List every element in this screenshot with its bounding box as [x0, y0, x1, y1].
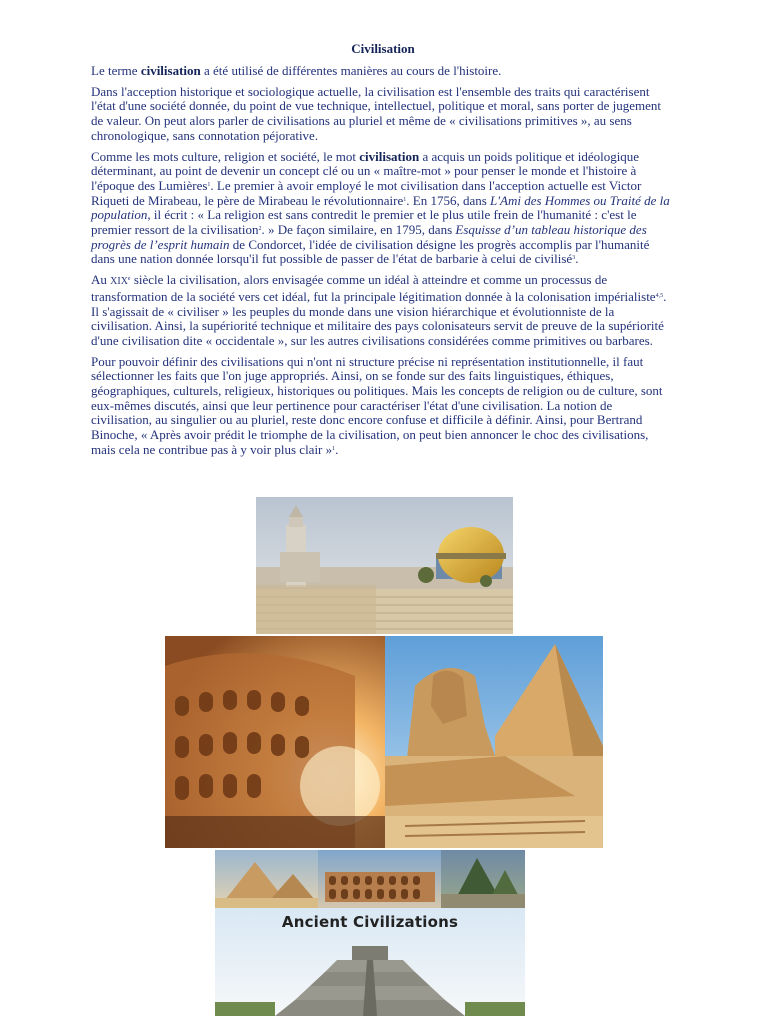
ancient-civilizations-collage	[215, 850, 525, 1016]
text-run: Le terme	[91, 63, 141, 78]
jerusalem-photo	[256, 497, 513, 634]
text-run: Comme les mots culture, religion et société, le mot	[91, 148, 360, 164]
footnote-ref[interactable]: 2	[258, 226, 262, 233]
book-title: L'Ami des Hommes ou Traité de la population	[91, 192, 670, 223]
text-run: , il écrit : « La religion est sans contredit le premier et le plus utile frein de l'humanité : c'est le premier ressort de la civilisation	[91, 207, 637, 238]
paragraph-colonial	[91, 273, 675, 349]
bold-term: civilisation	[359, 148, 420, 164]
book-title: Esquisse d’un tableau historique des progrès de l’esprit humain	[91, 222, 647, 252]
footnote-ref[interactable]: 3	[572, 255, 576, 262]
text-run: . Le premier à avoir employé le mot civilisation dans l'acception actuelle est Victor Riqueti de Mirabeau, le père de Mirabeau le révolutionnaire	[91, 177, 642, 208]
century-numeral: XIX	[110, 276, 128, 288]
bold-term: civilisation	[140, 63, 201, 78]
text-run: a été utilisé de différentes manières au cours de l'histoire.	[200, 63, 502, 78]
sphinx-photo	[385, 636, 603, 848]
text-run: siècle la civilisation, alors envisagée comme un idéal à atteindre et comme un processus de transformation de la société vers cet idéal, fut la principale légitimation donnée à la colonisation impérialiste	[91, 272, 656, 304]
text-run: .	[335, 441, 339, 457]
paragraph-history	[91, 150, 675, 268]
colosseum-photo	[165, 636, 385, 848]
text-run: a acquis un poids politique et idéologique déterminant, au point de devenir un concept clé ou un « maître-mot » pour penser le monde et l'histoire à l'époque des Lumières	[91, 148, 640, 193]
footnote-ref[interactable]: 4,5	[655, 292, 664, 299]
text-run: .	[575, 251, 579, 267]
document-body	[91, 41, 675, 464]
collage-caption: Ancient Civilizations	[281, 913, 459, 931]
footnote-ref[interactable]: 1	[207, 181, 211, 188]
text-run: . Il s'agissait de « civiliser » les peuples du monde dans une vision hiérarchique et évolutionniste de la civilisation. Ainsi, la supériorité technique et militaire des pays colonisateurs servit de preuve de la supériorité d'une civilisation dite « occidentale », sur les autres civilisations considérées comme primitives ou barbares.	[91, 288, 667, 348]
footnote-ref[interactable]: 1	[332, 445, 336, 452]
paragraph-definition-issues	[91, 355, 675, 458]
text-run: de Condorcet, l'idée de civilisation désigne les progrès accomplis par l'humanité dans une nation donnée lorsqu'il fut possible de passer de l'état de barbarie à celui de civilisé	[91, 236, 650, 267]
text-run: Au	[91, 272, 111, 288]
ordinal-suffix: e	[127, 276, 131, 283]
footnote-ref[interactable]: 1	[403, 196, 407, 203]
paragraph-definition: Dans l'acception historique et sociologique actuelle, la civilisation est l'ensemble des traits qui caractérisent l'état d'une société donnée, du point de vue technique, intellectuel, politique et moral, sans porter de jugement de valeur. On peut alors parler de civilisations au pluriel et même de « civilisations primitives », au sens chronologique, sans connotation péjorative.	[91, 83, 662, 143]
document-title: Civilisation	[351, 41, 415, 56]
text-run: Pour pouvoir définir des civilisations qui n'ont ni structure précise ni représentation institutionnelle, il faut sélectionner les faits que l'on juge appropriés. Ainsi, on se fonde sur des faits linguistiques, éthiques, géographiques, culturels, religieux, historiques ou politiques. Mais les concepts de religion ou de culture, sont eux-mêmes discutés, ainsi que leur pertinence pour caractériser l'état d'une civilisation. La notion de civilisation, au singulier ou au pluriel, reste donc encore confuse et difficile à définir. Ainsi, pour Bertrand Binoche, « Après avoir prédit le triomphe de la civilisation, on peut bien annoncer le choc des civilisations, mais cela ne contribue pas à y voir plus clair »	[91, 353, 663, 457]
text-run: . En 1756, dans	[406, 192, 491, 208]
text-run: . » De façon similaire, en 1795, dans	[261, 222, 456, 238]
paragraph-intro	[91, 64, 675, 79]
